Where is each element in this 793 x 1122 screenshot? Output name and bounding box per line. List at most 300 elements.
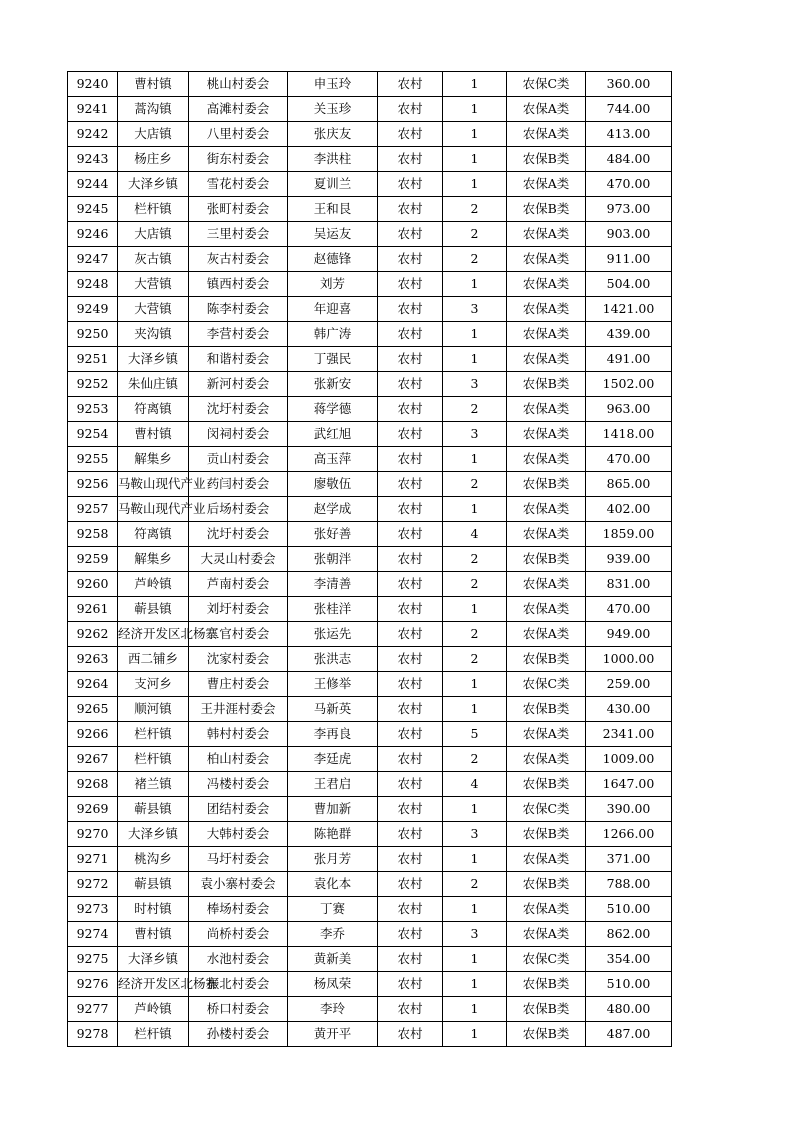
record-id-cell: 9267 [68, 747, 118, 772]
village-committee-cell: 马圩村委会 [189, 847, 288, 872]
amount-cell: 788.00 [586, 872, 672, 897]
village-committee-cell: 灰古村委会 [189, 247, 288, 272]
household-type-cell: 农村 [378, 447, 443, 472]
member-count-cell: 3 [443, 422, 507, 447]
amount-cell: 390.00 [586, 797, 672, 822]
insurance-category-cell: 农保B类 [507, 872, 586, 897]
person-name-cell: 张朝泮 [288, 547, 378, 572]
village-committee-cell: 三里村委会 [189, 222, 288, 247]
record-id-cell: 9273 [68, 897, 118, 922]
person-name-cell: 韩广涛 [288, 322, 378, 347]
table-row [68, 747, 672, 772]
village-committee-cell: 团结村委会 [189, 797, 288, 822]
table-row [68, 322, 672, 347]
amount-cell: 744.00 [586, 97, 672, 122]
record-id-cell: 9241 [68, 97, 118, 122]
household-type-cell: 农村 [378, 422, 443, 447]
member-count-cell: 1 [443, 322, 507, 347]
amount-cell: 354.00 [586, 947, 672, 972]
member-count-cell: 3 [443, 822, 507, 847]
household-type-cell: 农村 [378, 847, 443, 872]
insurance-category-cell: 农保B类 [507, 1022, 586, 1047]
table-row [68, 947, 672, 972]
amount-cell: 1859.00 [586, 522, 672, 547]
member-count-cell: 2 [443, 197, 507, 222]
amount-cell: 439.00 [586, 322, 672, 347]
insurance-category-cell: 农保B类 [507, 472, 586, 497]
record-id-cell: 9277 [68, 997, 118, 1022]
record-id-cell: 9269 [68, 797, 118, 822]
amount-cell: 865.00 [586, 472, 672, 497]
amount-cell: 939.00 [586, 547, 672, 572]
amount-cell: 862.00 [586, 922, 672, 947]
insurance-category-cell: 农保A类 [507, 897, 586, 922]
household-type-cell: 农村 [378, 572, 443, 597]
record-id-cell: 9264 [68, 672, 118, 697]
town-cell: 大店镇 [118, 222, 189, 247]
insurance-category-cell: 农保A类 [507, 747, 586, 772]
table-row [68, 622, 672, 647]
person-name-cell: 张运先 [288, 622, 378, 647]
person-name-cell: 关玉珍 [288, 97, 378, 122]
village-committee-cell: 王井涯村委会 [189, 697, 288, 722]
town-cell: 栏杆镇 [118, 1022, 189, 1047]
household-type-cell: 农村 [378, 897, 443, 922]
insurance-category-cell: 农保B类 [507, 147, 586, 172]
household-type-cell: 农村 [378, 697, 443, 722]
household-type-cell: 农村 [378, 197, 443, 222]
beneficiary-table [67, 71, 672, 1047]
member-count-cell: 2 [443, 547, 507, 572]
village-committee-cell: 后场村委会 [189, 497, 288, 522]
amount-cell: 949.00 [586, 622, 672, 647]
table-row [68, 197, 672, 222]
table-row [68, 897, 672, 922]
town-cell: 大店镇 [118, 122, 189, 147]
table-row [68, 297, 672, 322]
household-type-cell: 农村 [378, 822, 443, 847]
table-row [68, 797, 672, 822]
insurance-category-cell: 农保A类 [507, 572, 586, 597]
person-name-cell: 李清善 [288, 572, 378, 597]
table-row [68, 97, 672, 122]
town-cell: 马鞍山现代产业 [118, 472, 189, 497]
person-name-cell: 蒋学德 [288, 397, 378, 422]
table-row [68, 522, 672, 547]
table-body [68, 72, 672, 1047]
village-committee-cell: 张町村委会 [189, 197, 288, 222]
amount-cell: 360.00 [586, 72, 672, 97]
insurance-category-cell: 农保A类 [507, 497, 586, 522]
member-count-cell: 5 [443, 722, 507, 747]
person-name-cell: 王君启 [288, 772, 378, 797]
village-committee-cell: 药闫村委会 [189, 472, 288, 497]
record-id-cell: 9260 [68, 572, 118, 597]
village-committee-cell: 街东村委会 [189, 147, 288, 172]
insurance-category-cell: 农保A类 [507, 922, 586, 947]
amount-cell: 963.00 [586, 397, 672, 422]
household-type-cell: 农村 [378, 172, 443, 197]
table-row [68, 722, 672, 747]
household-type-cell: 农村 [378, 797, 443, 822]
household-type-cell: 农村 [378, 247, 443, 272]
member-count-cell: 2 [443, 647, 507, 672]
member-count-cell: 1 [443, 272, 507, 297]
insurance-category-cell: 农保A类 [507, 122, 586, 147]
member-count-cell: 2 [443, 222, 507, 247]
town-cell: 符离镇 [118, 397, 189, 422]
town-cell: 桃沟乡 [118, 847, 189, 872]
table-row [68, 597, 672, 622]
village-committee-cell: 韩村村委会 [189, 722, 288, 747]
insurance-category-cell: 农保A类 [507, 722, 586, 747]
village-committee-cell: 冯楼村委会 [189, 772, 288, 797]
village-committee-cell: 芦南村委会 [189, 572, 288, 597]
member-count-cell: 1 [443, 897, 507, 922]
table-row [68, 547, 672, 572]
town-cell: 支河乡 [118, 672, 189, 697]
town-cell: 解集乡 [118, 547, 189, 572]
town-cell: 芦岭镇 [118, 572, 189, 597]
town-cell: 顺河镇 [118, 697, 189, 722]
record-id-cell: 9256 [68, 472, 118, 497]
record-id-cell: 9254 [68, 422, 118, 447]
village-committee-cell: 袁小寨村委会 [189, 872, 288, 897]
table-row [68, 222, 672, 247]
record-id-cell: 9278 [68, 1022, 118, 1047]
town-cell: 大泽乡镇 [118, 172, 189, 197]
member-count-cell: 1 [443, 947, 507, 972]
town-cell: 褚兰镇 [118, 772, 189, 797]
table-row [68, 847, 672, 872]
person-name-cell: 陈艳群 [288, 822, 378, 847]
household-type-cell: 农村 [378, 222, 443, 247]
household-type-cell: 农村 [378, 72, 443, 97]
amount-cell: 1647.00 [586, 772, 672, 797]
person-name-cell: 廖敬伍 [288, 472, 378, 497]
amount-cell: 510.00 [586, 972, 672, 997]
village-committee-cell: 柏山村委会 [189, 747, 288, 772]
town-cell: 曹村镇 [118, 422, 189, 447]
person-name-cell: 黄新美 [288, 947, 378, 972]
member-count-cell: 2 [443, 747, 507, 772]
insurance-category-cell: 农保A类 [507, 422, 586, 447]
amount-cell: 487.00 [586, 1022, 672, 1047]
town-cell: 大营镇 [118, 272, 189, 297]
table-row [68, 422, 672, 447]
insurance-category-cell: 农保B类 [507, 822, 586, 847]
household-type-cell: 农村 [378, 497, 443, 522]
amount-cell: 1502.00 [586, 372, 672, 397]
insurance-category-cell: 农保B类 [507, 697, 586, 722]
insurance-category-cell: 农保B类 [507, 772, 586, 797]
village-committee-cell: 闵祠村委会 [189, 422, 288, 447]
town-cell: 曹村镇 [118, 922, 189, 947]
person-name-cell: 李廷虎 [288, 747, 378, 772]
insurance-category-cell: 农保C类 [507, 72, 586, 97]
member-count-cell: 2 [443, 472, 507, 497]
person-name-cell: 李乔 [288, 922, 378, 947]
insurance-category-cell: 农保B类 [507, 997, 586, 1022]
record-id-cell: 9244 [68, 172, 118, 197]
village-committee-cell: 高滩村委会 [189, 97, 288, 122]
insurance-category-cell: 农保C类 [507, 672, 586, 697]
village-committee-cell: 水池村委会 [189, 947, 288, 972]
person-name-cell: 高玉萍 [288, 447, 378, 472]
town-cell: 大泽乡镇 [118, 347, 189, 372]
insurance-category-cell: 农保B类 [507, 372, 586, 397]
amount-cell: 484.00 [586, 147, 672, 172]
insurance-category-cell: 农保A类 [507, 397, 586, 422]
table-row [68, 497, 672, 522]
household-type-cell: 农村 [378, 922, 443, 947]
household-type-cell: 农村 [378, 872, 443, 897]
record-id-cell: 9249 [68, 297, 118, 322]
household-type-cell: 农村 [378, 947, 443, 972]
person-name-cell: 武红旭 [288, 422, 378, 447]
amount-cell: 413.00 [586, 122, 672, 147]
member-count-cell: 1 [443, 122, 507, 147]
household-type-cell: 农村 [378, 747, 443, 772]
insurance-category-cell: 农保A类 [507, 97, 586, 122]
insurance-category-cell: 农保A类 [507, 272, 586, 297]
amount-cell: 2341.00 [586, 722, 672, 747]
household-type-cell: 农村 [378, 972, 443, 997]
village-committee-cell: 和谐村委会 [189, 347, 288, 372]
member-count-cell: 3 [443, 297, 507, 322]
table-row [68, 447, 672, 472]
town-cell: 蕲县镇 [118, 597, 189, 622]
table-row [68, 247, 672, 272]
insurance-category-cell: 农保A类 [507, 247, 586, 272]
village-committee-cell: 大灵山村委会 [189, 547, 288, 572]
town-cell: 解集乡 [118, 447, 189, 472]
household-type-cell: 农村 [378, 122, 443, 147]
record-id-cell: 9258 [68, 522, 118, 547]
town-cell: 经济开发区北杨寨 [118, 972, 189, 997]
person-name-cell: 张新安 [288, 372, 378, 397]
town-cell: 灰古镇 [118, 247, 189, 272]
town-cell: 蕲县镇 [118, 872, 189, 897]
record-id-cell: 9253 [68, 397, 118, 422]
town-cell: 夹沟镇 [118, 322, 189, 347]
member-count-cell: 2 [443, 572, 507, 597]
town-cell: 大泽乡镇 [118, 822, 189, 847]
insurance-category-cell: 农保A类 [507, 322, 586, 347]
household-type-cell: 农村 [378, 297, 443, 322]
member-count-cell: 2 [443, 872, 507, 897]
insurance-category-cell: 农保B类 [507, 547, 586, 572]
amount-cell: 903.00 [586, 222, 672, 247]
record-id-cell: 9262 [68, 622, 118, 647]
record-id-cell: 9275 [68, 947, 118, 972]
member-count-cell: 4 [443, 772, 507, 797]
member-count-cell: 2 [443, 247, 507, 272]
record-id-cell: 9246 [68, 222, 118, 247]
amount-cell: 430.00 [586, 697, 672, 722]
village-committee-cell: 三官村委会 [189, 622, 288, 647]
record-id-cell: 9252 [68, 372, 118, 397]
household-type-cell: 农村 [378, 547, 443, 572]
village-committee-cell: 刘圩村委会 [189, 597, 288, 622]
table-row [68, 122, 672, 147]
member-count-cell: 4 [443, 522, 507, 547]
record-id-cell: 9270 [68, 822, 118, 847]
village-committee-cell: 桃山村委会 [189, 72, 288, 97]
village-committee-cell: 曹庄村委会 [189, 672, 288, 697]
record-id-cell: 9272 [68, 872, 118, 897]
member-count-cell: 1 [443, 72, 507, 97]
record-id-cell: 9251 [68, 347, 118, 372]
household-type-cell: 农村 [378, 147, 443, 172]
insurance-category-cell: 农保A类 [507, 222, 586, 247]
person-name-cell: 杨凤荣 [288, 972, 378, 997]
person-name-cell: 马新英 [288, 697, 378, 722]
person-name-cell: 张月芳 [288, 847, 378, 872]
amount-cell: 402.00 [586, 497, 672, 522]
table-row [68, 672, 672, 697]
member-count-cell: 3 [443, 372, 507, 397]
record-id-cell: 9274 [68, 922, 118, 947]
member-count-cell: 1 [443, 797, 507, 822]
member-count-cell: 1 [443, 597, 507, 622]
town-cell: 蒿沟镇 [118, 97, 189, 122]
record-id-cell: 9259 [68, 547, 118, 572]
person-name-cell: 王修举 [288, 672, 378, 697]
record-id-cell: 9240 [68, 72, 118, 97]
member-count-cell: 1 [443, 147, 507, 172]
household-type-cell: 农村 [378, 522, 443, 547]
amount-cell: 973.00 [586, 197, 672, 222]
table-row [68, 397, 672, 422]
member-count-cell: 1 [443, 1022, 507, 1047]
table-row [68, 372, 672, 397]
household-type-cell: 农村 [378, 1022, 443, 1047]
person-name-cell: 丁强民 [288, 347, 378, 372]
household-type-cell: 农村 [378, 397, 443, 422]
amount-cell: 831.00 [586, 572, 672, 597]
person-name-cell: 赵德锋 [288, 247, 378, 272]
insurance-category-cell: 农保A类 [507, 847, 586, 872]
table-row [68, 697, 672, 722]
town-cell: 大泽乡镇 [118, 947, 189, 972]
town-cell: 曹村镇 [118, 72, 189, 97]
record-id-cell: 9255 [68, 447, 118, 472]
village-committee-cell: 尚桥村委会 [189, 922, 288, 947]
amount-cell: 1000.00 [586, 647, 672, 672]
person-name-cell: 袁化本 [288, 872, 378, 897]
member-count-cell: 1 [443, 347, 507, 372]
household-type-cell: 农村 [378, 322, 443, 347]
household-type-cell: 农村 [378, 372, 443, 397]
member-count-cell: 1 [443, 172, 507, 197]
person-name-cell: 李洪柱 [288, 147, 378, 172]
amount-cell: 480.00 [586, 997, 672, 1022]
insurance-category-cell: 农保A类 [507, 297, 586, 322]
record-id-cell: 9248 [68, 272, 118, 297]
table-row [68, 72, 672, 97]
person-name-cell: 黄开平 [288, 1022, 378, 1047]
town-cell: 时村镇 [118, 897, 189, 922]
insurance-category-cell: 农保A类 [507, 447, 586, 472]
village-committee-cell: 孙楼村委会 [189, 1022, 288, 1047]
town-cell: 马鞍山现代产业 [118, 497, 189, 522]
town-cell: 杨庄乡 [118, 147, 189, 172]
amount-cell: 911.00 [586, 247, 672, 272]
record-id-cell: 9245 [68, 197, 118, 222]
household-type-cell: 农村 [378, 622, 443, 647]
record-id-cell: 9250 [68, 322, 118, 347]
member-count-cell: 1 [443, 672, 507, 697]
person-name-cell: 张洪志 [288, 647, 378, 672]
village-committee-cell: 八里村委会 [189, 122, 288, 147]
household-type-cell: 农村 [378, 647, 443, 672]
town-cell: 芦岭镇 [118, 997, 189, 1022]
record-id-cell: 9247 [68, 247, 118, 272]
village-committee-cell: 沈圩村委会 [189, 397, 288, 422]
member-count-cell: 1 [443, 847, 507, 872]
person-name-cell: 曹加新 [288, 797, 378, 822]
member-count-cell: 1 [443, 447, 507, 472]
town-cell: 西二铺乡 [118, 647, 189, 672]
record-id-cell: 9271 [68, 847, 118, 872]
table-row [68, 772, 672, 797]
table-row [68, 647, 672, 672]
person-name-cell: 吴运友 [288, 222, 378, 247]
town-cell: 栏杆镇 [118, 722, 189, 747]
person-name-cell: 王和艮 [288, 197, 378, 222]
member-count-cell: 2 [443, 397, 507, 422]
household-type-cell: 农村 [378, 597, 443, 622]
member-count-cell: 1 [443, 497, 507, 522]
insurance-category-cell: 农保B类 [507, 197, 586, 222]
record-id-cell: 9243 [68, 147, 118, 172]
town-cell: 经济开发区北杨寨 [118, 622, 189, 647]
town-cell: 蕲县镇 [118, 797, 189, 822]
amount-cell: 1421.00 [586, 297, 672, 322]
town-cell: 栏杆镇 [118, 747, 189, 772]
village-committee-cell: 雪花村委会 [189, 172, 288, 197]
member-count-cell: 1 [443, 697, 507, 722]
person-name-cell: 张桂洋 [288, 597, 378, 622]
amount-cell: 371.00 [586, 847, 672, 872]
amount-cell: 1009.00 [586, 747, 672, 772]
table-row [68, 872, 672, 897]
household-type-cell: 农村 [378, 772, 443, 797]
household-type-cell: 农村 [378, 672, 443, 697]
village-committee-cell: 李营村委会 [189, 322, 288, 347]
person-name-cell: 丁赛 [288, 897, 378, 922]
household-type-cell: 农村 [378, 347, 443, 372]
insurance-category-cell: 农保C类 [507, 797, 586, 822]
village-committee-cell: 桥口村委会 [189, 997, 288, 1022]
household-type-cell: 农村 [378, 97, 443, 122]
member-count-cell: 3 [443, 922, 507, 947]
table-row [68, 1022, 672, 1047]
record-id-cell: 9242 [68, 122, 118, 147]
record-id-cell: 9263 [68, 647, 118, 672]
village-committee-cell: 贡山村委会 [189, 447, 288, 472]
insurance-category-cell: 农保B类 [507, 647, 586, 672]
amount-cell: 470.00 [586, 597, 672, 622]
member-count-cell: 1 [443, 997, 507, 1022]
amount-cell: 259.00 [586, 672, 672, 697]
table-row [68, 147, 672, 172]
insurance-category-cell: 农保B类 [507, 972, 586, 997]
person-name-cell: 夏训兰 [288, 172, 378, 197]
village-committee-cell: 振北村委会 [189, 972, 288, 997]
table-row [68, 272, 672, 297]
